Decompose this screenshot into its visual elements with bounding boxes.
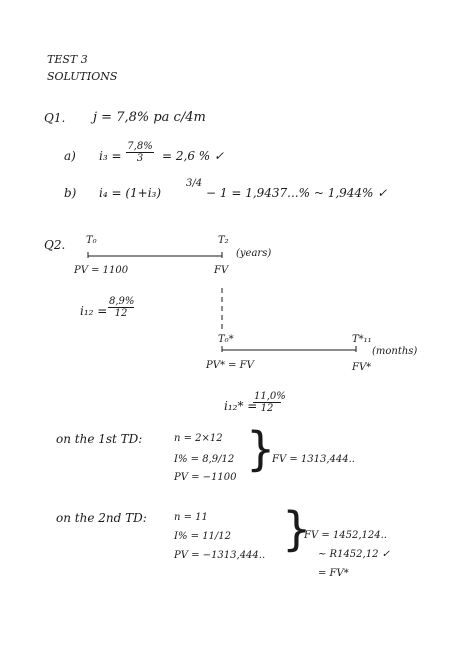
test-title: TEST 3 [47, 53, 88, 66]
i12-star-frac-num: 11,0% [254, 391, 286, 402]
q1b-exponent: 3/4 [186, 178, 203, 189]
td1-pv: PV = −1100 [174, 472, 237, 483]
q1-label: Q1. [44, 111, 66, 125]
td2-pv: PV = −1313,444.. [174, 550, 266, 561]
td1-n: n = 2×12 [174, 433, 223, 444]
timeline-t0: T₀ [86, 235, 97, 246]
q1a-lhs: i₃ = [99, 149, 122, 163]
q1a-frac-den: 3 [136, 153, 144, 164]
timeline-t11-star: T*₁₁ [352, 334, 372, 345]
timeline-years-label: (years) [236, 248, 272, 259]
q1a-label: a) [64, 149, 76, 163]
td1-result: FV = 1313,444.. [272, 454, 355, 465]
q1-rate: j = 7,8% pa c/4m [93, 110, 206, 125]
td1-label: on the 1st TD: [56, 432, 143, 446]
td1-iy: I% = 8,9/12 [174, 454, 235, 465]
q1a-result: = 2,6 % ✓ [162, 149, 225, 163]
q1b-label: b) [64, 186, 77, 200]
timeline-fv: FV [214, 265, 229, 276]
td2-n: n = 11 [174, 512, 208, 523]
i12-star-lhs: i₁₂* = [224, 399, 258, 413]
timeline-pv-star: PV* = FV [206, 360, 254, 371]
td2-label: on the 2nd TD: [56, 511, 147, 525]
q1b-result: − 1 = 1,9437...% ~ 1,944% ✓ [206, 186, 388, 200]
td2-result-fv: FV = 1452,124.. [304, 530, 387, 541]
timeline-fv-star: FV* [352, 362, 372, 373]
i12-star-frac-den: 12 [260, 403, 274, 414]
timeline-t0-star: T₀* [218, 334, 234, 345]
timeline-months-label: (months) [372, 346, 418, 357]
td2-result-fvstar: = FV* [318, 568, 349, 579]
timeline-pv: PV = 1100 [74, 265, 129, 276]
q1a-frac-num: 7,8% [127, 141, 153, 152]
i12-lhs: i₁₂ = [80, 304, 108, 318]
i12-frac-den: 12 [114, 308, 128, 319]
td2-brace: } [282, 502, 312, 556]
timeline-t2: T₂ [218, 235, 229, 246]
td2-iy: I% = 11/12 [174, 531, 232, 542]
q1b-lhs: i₄ = (1+i₃) [99, 186, 162, 200]
solutions-title: SOLUTIONS [47, 70, 118, 83]
q2-label: Q2. [44, 238, 66, 252]
td2-result-rounded: ~ R1452,12 ✓ [318, 549, 390, 560]
i12-frac-num: 8,9% [109, 296, 135, 307]
td1-brace: } [246, 422, 276, 476]
